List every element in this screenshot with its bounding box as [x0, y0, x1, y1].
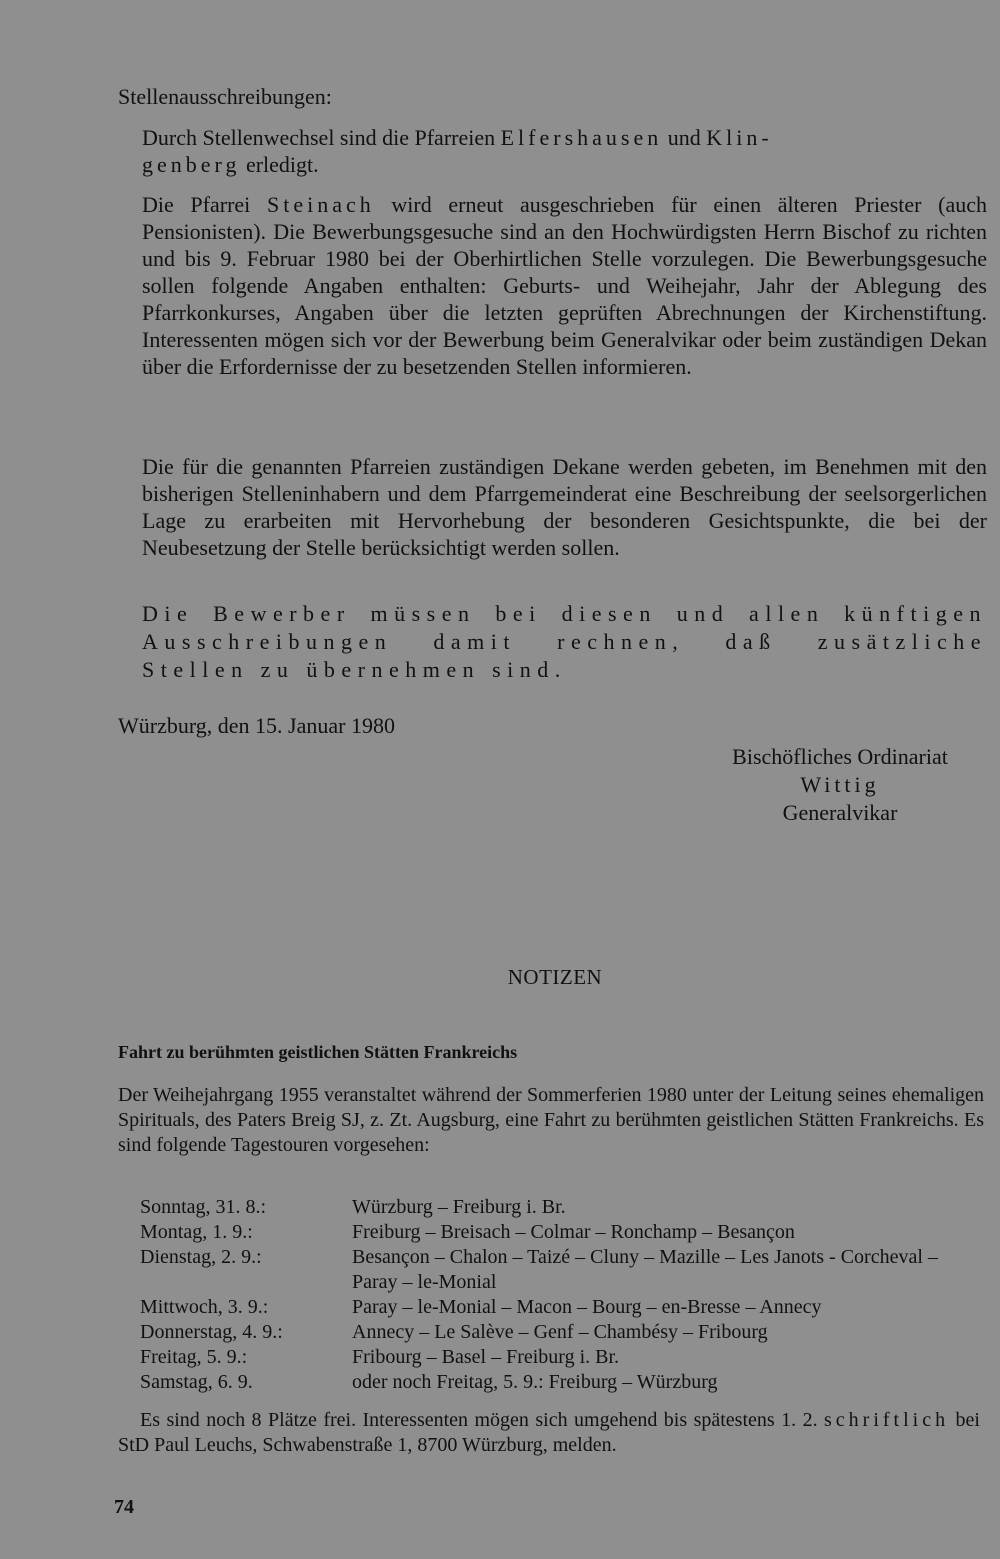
schedule-day: Samstag, 6. 9.: [140, 1371, 253, 1393]
schedule-route: Freiburg – Breisach – Colmar – Ronchamp – Besançon: [352, 1221, 795, 1243]
signature-name: Wittig: [800, 772, 880, 797]
schedule-row: [140, 1245, 972, 1295]
paragraph-vacancies: [142, 124, 987, 178]
paragraph-applicants-notice: Die Bewerber müssen bei diesen und allen künftigen Ausschreibungen damit rechnen, daß zusätzliche Stellen zu übernehmen sind.: [142, 601, 987, 682]
dateline: Würzburg, den 15. Januar 1980: [118, 713, 395, 738]
signature-title: Generalvikar: [782, 800, 898, 825]
schedule-row: [140, 1345, 972, 1370]
schedule-row: [140, 1295, 972, 1320]
parish-name-klingenberg-part2: genberg: [142, 152, 241, 177]
notizen-title: NOTIZEN: [507, 965, 603, 989]
parish-name-klingenberg-part1: Klin-: [706, 125, 773, 150]
trip-subtitle: Fahrt zu berühmten geistlichen Stätten Frankreichs: [118, 1042, 518, 1062]
closing-spaced: schriftlich: [824, 1409, 950, 1431]
paragraph-steinach: [142, 191, 987, 380]
trip-closing: [118, 1408, 980, 1458]
schedule-route: Würzburg – Freiburg i. Br.: [352, 1196, 566, 1218]
para2-pre: Die Pfarrei: [142, 192, 267, 217]
schedule-row: [140, 1320, 972, 1345]
section-heading: Stellenausschreibungen:: [118, 84, 332, 109]
closing-pre: Es sind noch 8 Plätze frei. Interessenten mögen sich umgehend bis spätestens 1. 2.: [140, 1409, 825, 1431]
para1-pre: Durch Stellenwechsel sind die Pfarreien: [142, 125, 501, 150]
schedule-day: Freitag, 5. 9.:: [140, 1346, 248, 1368]
page-number: 74: [114, 1496, 134, 1518]
schedule-route: oder noch Freitag, 5. 9.: Freiburg – Würzburg: [352, 1371, 718, 1393]
parish-name-elfershausen: Elfershausen: [500, 125, 663, 150]
signature-block: [700, 743, 980, 827]
trip-schedule: [140, 1195, 972, 1395]
schedule-day: Donnerstag, 4. 9.:: [140, 1321, 283, 1343]
schedule-route: Fribourg – Basel – Freiburg i. Br.: [352, 1346, 620, 1368]
para1-post: erledigt.: [240, 152, 319, 177]
schedule-day: Montag, 1. 9.:: [140, 1221, 253, 1243]
schedule-day: Dienstag, 2. 9.:: [140, 1246, 262, 1268]
schedule-row: [140, 1370, 972, 1395]
schedule-day: Mittwoch, 3. 9.:: [140, 1296, 269, 1318]
trip-intro: Der Weihejahrgang 1955 veranstaltet während der Sommerferien 1980 unter der Leitung seines ehemaligen Spirituals, des Paters Breig SJ, z. Zt. Augsburg, eine Fahrt zu berühmten geistlichen Stätten Frankreichs. Es sind folgende Tagestouren vorgesehen:: [118, 1084, 984, 1156]
schedule-row: [140, 1195, 972, 1220]
schedule-route: Besançon – Chalon – Taizé – Cluny – Mazille – Les Janots - Corcheval – Paray – le-Monial: [352, 1246, 938, 1293]
schedule-route: Paray – le-Monial – Macon – Bourg – en-Bresse – Annecy: [352, 1296, 822, 1318]
schedule-route: Annecy – Le Salève – Genf – Chambésy – Fribourg: [352, 1321, 768, 1343]
para2-post: wird erneut ausgeschrieben für einen älteren Priester (auch Pensionisten). Die Bewerbungsgesuche sind an den Hochwürdigsten Herrn Bischof zu richten und bis 9. Februar 1980 bei der Oberhirtlichen Stelle vorzulegen. Die Bewerbungsgesuche sollen folgende Angaben enthalten: Geburts- und Weihejahr, Jahr der Ablegung des Pfarrkonkurses, Angaben über die letzten geprüften Abrechnungen der Kirchenstiftung. Interessenten mögen sich vor der Bewerbung beim Generalvikar oder beim zuständigen Dekan über die Erfordernisse der zu besetzenden Stellen informieren.: [142, 192, 987, 379]
paragraph-deans: Die für die genannten Pfarreien zuständigen Dekane werden gebeten, im Benehmen mit den bisherigen Stelleninhabern und dem Pfarrgemeinderat eine Beschreibung der seelsorgerlichen Lage zu erarbeiten mit Hervorhebung der besonderen Gesichtspunkte, die bei der Neubesetzung der Stelle berücksichtigt werden sollen.: [142, 454, 987, 560]
signature-office: Bischöfliches Ordinariat: [732, 744, 948, 769]
schedule-row: [140, 1220, 972, 1245]
para1-mid: und: [662, 125, 707, 150]
schedule-day: Sonntag, 31. 8.:: [140, 1196, 267, 1218]
closing-post: bei StD Paul Leuchs, Schwabenstraße 1, 8700 Würzburg, melden.: [118, 1409, 980, 1456]
parish-name-steinach: Steinach: [266, 192, 375, 217]
